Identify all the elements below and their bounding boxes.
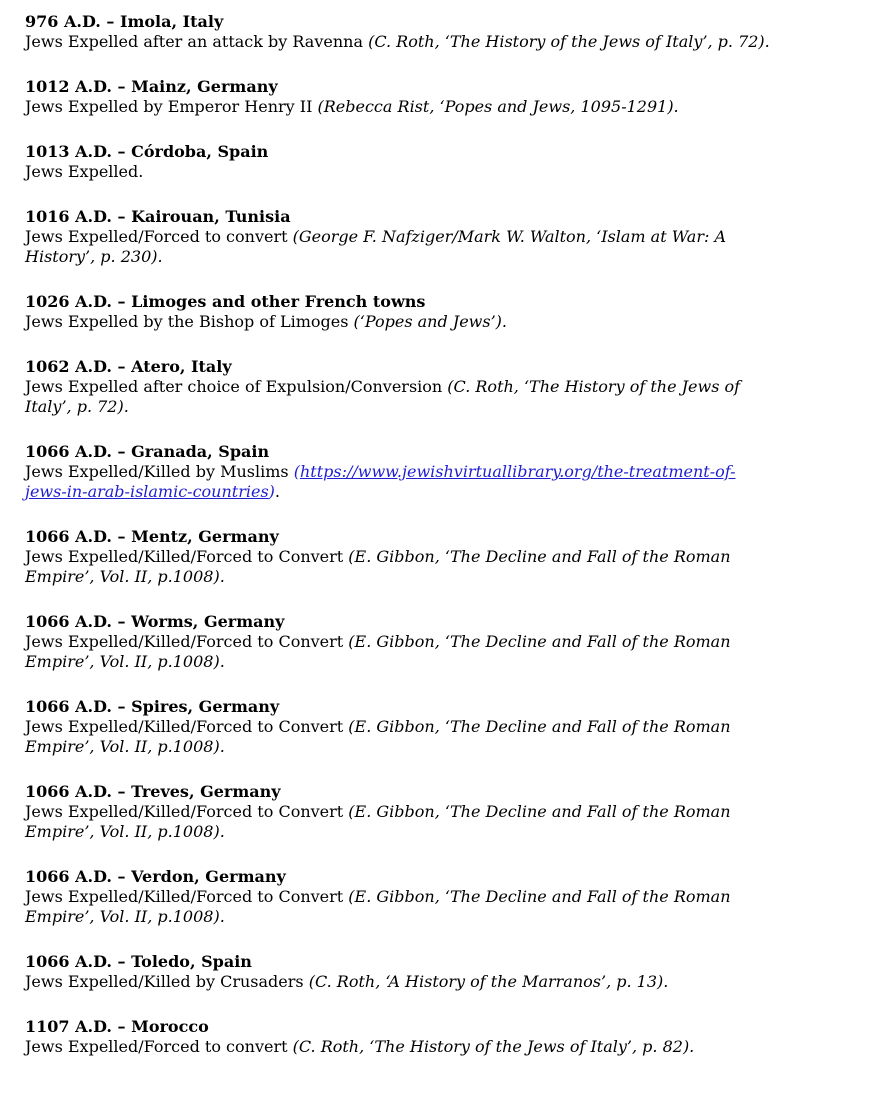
timeline-entry [25, 12, 846, 52]
entry-body-line [25, 482, 846, 502]
entry-text-linkparen: ) [268, 482, 275, 501]
entry-text-italic: (C. Roth, ‘A History of the Marranos’, p. 13). [308, 972, 669, 991]
external-link[interactable]: https://www.jewishvirtuallibrary.org/the-treatment-of- [299, 462, 736, 481]
entry-body-line [25, 972, 846, 992]
timeline-entry [25, 697, 846, 757]
entry-heading: 1013 A.D. – Córdoba, Spain [25, 142, 269, 161]
timeline-entry [25, 357, 846, 417]
entry-body-line [25, 822, 846, 842]
entry-text-normal: Jews Expelled/Killed/Forced to Convert [25, 547, 349, 566]
entry-text-italic: (E. Gibbon, ‘The Decline and Fall of the Roman [348, 547, 731, 566]
entry-text-normal: Jews Expelled by Emperor Henry II [25, 97, 318, 116]
entry-body-line [25, 547, 846, 567]
entry-body-line [25, 462, 846, 482]
entry-body-line [25, 32, 846, 52]
entry-body [25, 802, 846, 842]
entry-body-line [25, 737, 846, 757]
entry-heading: 1066 A.D. – Toledo, Spain [25, 952, 252, 971]
entry-body [25, 162, 846, 182]
entry-body-line [25, 717, 846, 737]
entry-text-normal: . [274, 482, 281, 501]
entry-text-normal: Jews Expelled/Killed/Forced to Convert [25, 802, 349, 821]
entry-body [25, 32, 846, 52]
entry-body [25, 972, 846, 992]
entry-text-linkparen: ( [293, 462, 300, 481]
entry-body [25, 547, 846, 587]
entry-body [25, 97, 846, 117]
entry-text-italic: (Rebecca Rist, ‘Popes and Jews, 1095-1291). [317, 97, 679, 116]
entry-body-line [25, 632, 846, 652]
entry-heading: 1066 A.D. – Worms, Germany [25, 612, 285, 631]
entry-text-italic: Italy’, p. 72). [25, 397, 129, 416]
entry-heading: 1066 A.D. – Mentz, Germany [25, 527, 279, 546]
entry-heading: 1066 A.D. – Treves, Germany [25, 782, 281, 801]
entry-body-line [25, 247, 846, 267]
timeline-entry [25, 1017, 846, 1057]
entry-heading: 1066 A.D. – Verdon, Germany [25, 867, 286, 886]
entry-heading: 1062 A.D. – Atero, Italy [25, 357, 232, 376]
entry-text-normal: Jews Expelled by the Bishop of Limoges [25, 312, 354, 331]
entry-heading: 1012 A.D. – Mainz, Germany [25, 77, 278, 96]
entry-text-italic: Empire’, Vol. II, p.1008). [25, 567, 225, 586]
entry-text-italic: History’, p. 230). [25, 247, 163, 266]
entry-heading: 1107 A.D. – Morocco [25, 1017, 209, 1036]
timeline-entry [25, 612, 846, 672]
entry-body [25, 632, 846, 672]
external-link[interactable]: jews-in-arab-islamic-countries [25, 482, 269, 501]
entry-body-line [25, 227, 846, 247]
entry-body-line [25, 802, 846, 822]
entry-body [25, 887, 846, 927]
entry-text-italic: (E. Gibbon, ‘The Decline and Fall of the Roman [348, 802, 731, 821]
entry-text-normal: Jews Expelled/Killed/Forced to Convert [25, 887, 349, 906]
entry-text-normal: Jews Expelled. [25, 162, 144, 181]
entry-text-italic: (George F. Nafziger/Mark W. Walton, ‘Islam at War: A [292, 227, 726, 246]
entry-body-line [25, 397, 846, 417]
entry-text-italic: Empire’, Vol. II, p.1008). [25, 652, 225, 671]
entry-text-normal: Jews Expelled after choice of Expulsion/Conversion [25, 377, 448, 396]
entry-text-italic: (C. Roth, ‘The History of the Jews of [447, 377, 741, 396]
entry-body [25, 462, 846, 502]
entry-text-italic: Empire’, Vol. II, p.1008). [25, 737, 225, 756]
entry-body-line [25, 652, 846, 672]
entry-heading: 1026 A.D. – Limoges and other French towns [25, 292, 426, 311]
entry-body-line [25, 162, 846, 182]
entry-body-line [25, 907, 846, 927]
entry-heading: 1016 A.D. – Kairouan, Tunisia [25, 207, 291, 226]
timeline-entry [25, 867, 846, 927]
entry-heading: 976 A.D. – Imola, Italy [25, 12, 224, 31]
timeline-entry [25, 292, 846, 332]
entry-body [25, 1037, 846, 1057]
entry-body-line [25, 1037, 846, 1057]
entry-heading: 1066 A.D. – Spires, Germany [25, 697, 280, 716]
timeline-entry [25, 207, 846, 267]
entry-text-italic: (E. Gibbon, ‘The Decline and Fall of the Roman [348, 887, 731, 906]
entry-text-normal: Jews Expelled/Killed/Forced to Convert [25, 717, 349, 736]
timeline-entry [25, 952, 846, 992]
entry-text-italic: Empire’, Vol. II, p.1008). [25, 822, 225, 841]
entry-text-italic: (E. Gibbon, ‘The Decline and Fall of the Roman [348, 632, 731, 651]
entry-body [25, 312, 846, 332]
entry-text-normal: Jews Expelled/Killed by Crusaders [25, 972, 309, 991]
entry-heading: 1066 A.D. – Granada, Spain [25, 442, 270, 461]
timeline-entry [25, 442, 846, 502]
entry-text-italic: (C. Roth, ‘The History of the Jews of Italy’, p. 82). [292, 1037, 695, 1056]
entry-text-normal: Jews Expelled/Killed by Muslims [25, 462, 294, 481]
timeline-entry [25, 527, 846, 587]
entry-text-normal: Jews Expelled/Killed/Forced to Convert [25, 632, 349, 651]
entry-body-line [25, 312, 846, 332]
entry-text-normal: Jews Expelled/Forced to convert [25, 1037, 293, 1056]
entry-text-italic: (‘Popes and Jews’). [353, 312, 507, 331]
entry-text-normal: Jews Expelled after an attack by Ravenna [25, 32, 369, 51]
timeline-entry [25, 142, 846, 182]
entry-body [25, 717, 846, 757]
entry-body [25, 377, 846, 417]
entry-body [25, 227, 846, 267]
entry-body-line [25, 97, 846, 117]
entry-body-line [25, 887, 846, 907]
entry-text-italic: (E. Gibbon, ‘The Decline and Fall of the Roman [348, 717, 731, 736]
entry-text-italic: Empire’, Vol. II, p.1008). [25, 907, 225, 926]
entry-text-normal: Jews Expelled/Forced to convert [25, 227, 293, 246]
timeline-entry [25, 77, 846, 117]
timeline-entry [25, 782, 846, 842]
entry-body-line [25, 377, 846, 397]
entry-body-line [25, 567, 846, 587]
entry-text-italic: (C. Roth, ‘The History of the Jews of Italy’, p. 72). [368, 32, 770, 51]
